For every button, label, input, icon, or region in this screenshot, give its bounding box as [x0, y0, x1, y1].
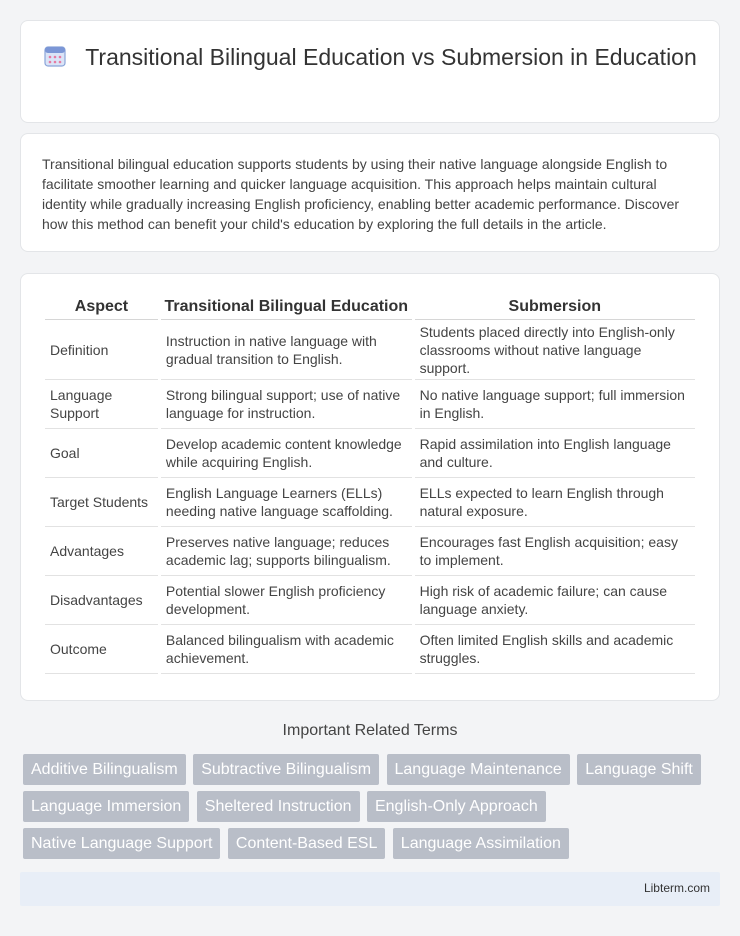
cell-aspect: Language Support	[45, 380, 158, 429]
cell-aspect: Goal	[45, 429, 158, 478]
cell-transitional: Potential slower English proficiency development.	[161, 576, 412, 625]
tag-language-maintenance[interactable]: Language Maintenance	[387, 754, 570, 785]
cell-aspect: Disadvantages	[45, 576, 158, 625]
tag-content-based-esl[interactable]: Content-Based ESL	[228, 828, 385, 859]
tag-row	[23, 754, 723, 785]
tag-english-only-approach[interactable]: English-Only Approach	[367, 791, 546, 822]
comparison-card	[20, 273, 720, 701]
table-row	[45, 576, 695, 625]
table-header-row	[45, 294, 695, 320]
header-transitional: Transitional Bilingual Education	[161, 294, 412, 320]
page-title-text: Transitional Bilingual Education vs Submersion in Education	[85, 44, 697, 70]
related-terms-title: Important Related Terms	[282, 722, 458, 739]
tag-row	[23, 791, 723, 822]
cell-submersion: ELLs expected to learn English through natural exposure.	[415, 478, 695, 527]
cell-transitional: Preserves native language; reduces academic lag; supports bilingualism.	[161, 527, 412, 576]
tag-additive-bilingualism[interactable]: Additive Bilingualism	[23, 754, 186, 785]
tag-row	[23, 828, 723, 859]
cell-transitional: Develop academic content knowledge while acquiring English.	[161, 429, 412, 478]
cell-aspect: Advantages	[45, 527, 158, 576]
table-row	[45, 429, 695, 478]
tag-native-language-support[interactable]: Native Language Support	[23, 828, 220, 859]
header-aspect: Aspect	[45, 294, 158, 320]
title-card	[20, 20, 720, 123]
table-row	[45, 478, 695, 527]
cell-transitional: English Language Learners (ELLs) needing native language scaffolding.	[161, 478, 412, 527]
table-row	[45, 527, 695, 576]
tag-language-shift[interactable]: Language Shift	[577, 754, 701, 785]
tag-language-assimilation[interactable]: Language Assimilation	[393, 828, 569, 859]
footer	[20, 872, 720, 906]
tag-sheltered-instruction[interactable]: Sheltered Instruction	[197, 791, 360, 822]
intro-paragraph: Transitional bilingual education supports students by using their native language alongside English to facilitate smoother learning and quicker language acquisition. This approach helps maintain cultural identity while gradually increasing English proficiency, enabling better academic performance. Discover how this method can benefit your child's education by exploring the full details in the article.	[42, 156, 680, 232]
cell-submersion: Often limited English skills and academic struggles.	[415, 625, 695, 674]
cell-submersion: High risk of academic failure; can cause language anxiety.	[415, 576, 695, 625]
intro-card	[20, 133, 720, 252]
calendar-icon	[43, 44, 67, 68]
table-row	[45, 380, 695, 429]
cell-submersion: Encourages fast English acquisition; easy to implement.	[415, 527, 695, 576]
cell-transitional: Balanced bilingualism with academic achievement.	[161, 625, 412, 674]
table-row	[45, 625, 695, 674]
header-submersion: Submersion	[415, 294, 695, 320]
page-title	[21, 43, 719, 72]
cell-aspect: Target Students	[45, 478, 158, 527]
cell-submersion: No native language support; full immersion in English.	[415, 380, 695, 429]
footer-site-link[interactable]: Libterm.com	[643, 881, 710, 895]
cell-aspect: Definition	[45, 320, 158, 380]
table-row	[45, 320, 695, 380]
related-terms-list	[23, 754, 723, 865]
cell-transitional: Strong bilingual support; use of native language for instruction.	[161, 380, 412, 429]
tag-language-immersion[interactable]: Language Immersion	[23, 791, 189, 822]
cell-submersion: Rapid assimilation into English language and culture.	[415, 429, 695, 478]
tag-subtractive-bilingualism[interactable]: Subtractive Bilingualism	[193, 754, 379, 785]
cell-submersion: Students placed directly into English-only classrooms without native language support.	[415, 320, 695, 380]
comparison-table	[42, 294, 698, 674]
cell-aspect: Outcome	[45, 625, 158, 674]
cell-transitional: Instruction in native language with gradual transition to English.	[161, 320, 412, 380]
